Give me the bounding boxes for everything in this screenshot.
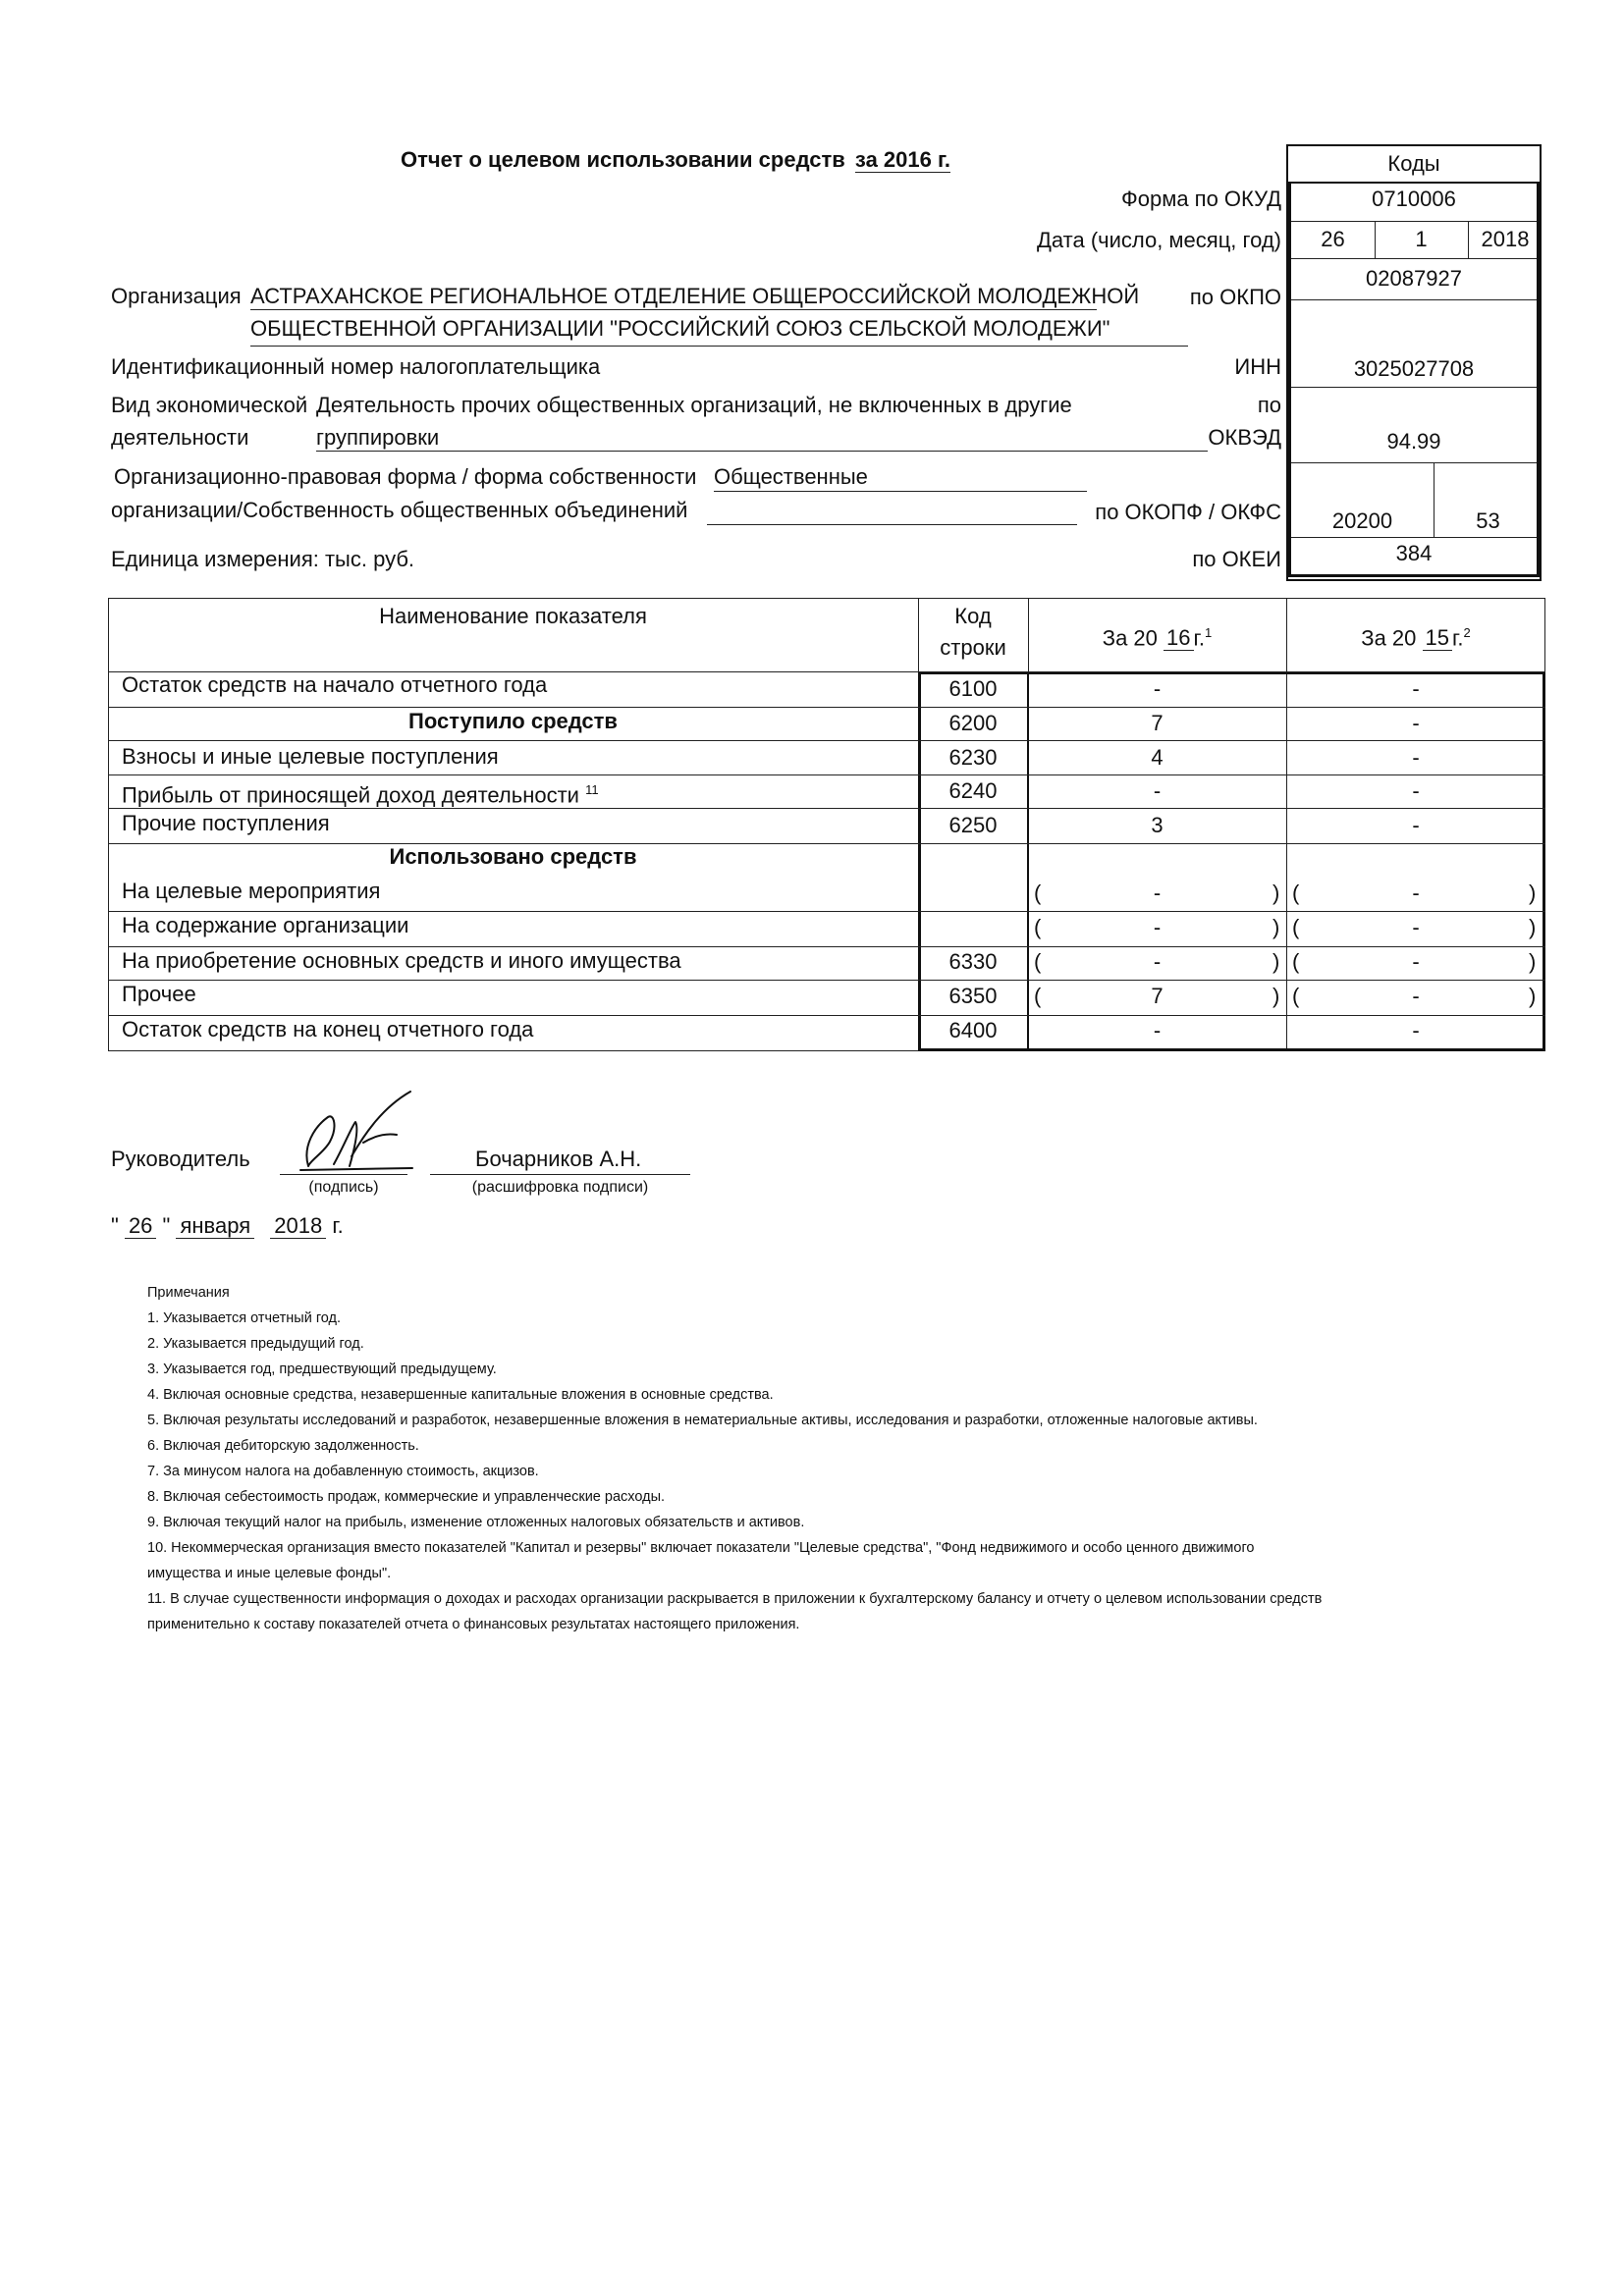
row-code: 6230: [948, 745, 998, 770]
row-line: [108, 740, 1545, 741]
codes-header: Коды: [1288, 146, 1540, 184]
row-code: 6200: [948, 711, 998, 735]
quote-open: ": [111, 1213, 119, 1238]
row-name: Поступило средств: [408, 709, 618, 733]
okved-label-1: по: [1257, 393, 1281, 417]
paren-open: (: [1034, 984, 1042, 1008]
name-line: [430, 1174, 690, 1175]
signer-name: Бочарников А.Н.: [475, 1147, 642, 1171]
sign-date-year: 2018: [270, 1213, 326, 1239]
paren-close: ): [1529, 949, 1537, 974]
header-prev-post: г.: [1452, 625, 1464, 651]
row-code: 6330: [948, 949, 998, 974]
row-previous: -: [1412, 745, 1420, 770]
sign-date: [111, 1213, 344, 1239]
note-item: 5. Включая результаты исследований и разработок, незавершенные вложения в нематериальные активы, исследования и разработки, отложенные налоговые активы.: [147, 1413, 1258, 1428]
note-item: применительно к составу показателей отчета о финансовых результатах настоящего приложения.: [147, 1617, 800, 1632]
okved-value: 94.99: [1386, 429, 1441, 454]
paren-close: ): [1272, 881, 1280, 905]
activity-line2: группировки: [316, 425, 440, 450]
row-previous: -: [1412, 711, 1420, 735]
row-name: Остаток средств на конец отчетного года: [122, 1017, 534, 1041]
row-name: На целевые мероприятия: [122, 879, 381, 903]
sign-date-suffix: г.: [332, 1213, 344, 1238]
notes-block: [147, 1280, 1322, 1637]
header-cur-pre: За 20: [1102, 625, 1158, 651]
header-name: Наименование показателя: [379, 604, 647, 628]
codes-box: [1286, 144, 1542, 581]
signature-image: [295, 1088, 422, 1176]
row-code: 6100: [948, 676, 998, 701]
form-line1: Общественные: [714, 464, 868, 489]
note-item: 4. Включая основные средства, незавершенные капитальные вложения в основные средства.: [147, 1387, 774, 1403]
row-current: 7: [1151, 711, 1164, 735]
row-code: 6240: [948, 778, 998, 803]
row-previous: -: [1412, 813, 1420, 837]
note-item: 9. Включая текущий налог на прибыль, изменение отложенных налоговых обязательств и активов.: [147, 1515, 805, 1530]
name-caption: (расшифровка подписи): [471, 1179, 649, 1196]
okei-label: по ОКЕИ: [1192, 547, 1281, 571]
codes-inner: [1288, 182, 1540, 577]
activity-line1: Деятельность прочих общественных организаций, не включенных в другие: [316, 393, 1072, 417]
paren-open: (: [1034, 915, 1042, 939]
header-cur-year: 16: [1164, 625, 1193, 651]
row-name: На содержание организации: [122, 913, 409, 937]
row-line: [108, 774, 1545, 775]
date-label: Дата (число, месяц, год): [1036, 228, 1281, 252]
note-item: 7. За минусом налога на добавленную стоимость, акцизов.: [147, 1464, 539, 1479]
okpo-label: по ОКПО: [1189, 285, 1281, 309]
quote-close: ": [162, 1213, 171, 1238]
row-current: 7: [1151, 984, 1164, 1008]
okud-label: Форма по ОКУД: [1121, 187, 1281, 211]
note-item: имущества и иные целевые фонды".: [147, 1566, 392, 1581]
row-line: [108, 980, 1545, 981]
codes-divider: [1291, 387, 1537, 388]
note-item: 10. Некоммерческая организация вместо показателей "Капитал и резервы" включает показатели "Целевые средства", "Фонд недвижимого и особо ценного движимого: [147, 1540, 1255, 1556]
date-year: 2018: [1481, 227, 1530, 251]
okopf-label: по ОКОПФ / ОКФС: [1095, 500, 1281, 524]
paren-close: ): [1529, 881, 1537, 905]
row-current: 4: [1151, 745, 1164, 770]
row-previous: -: [1412, 881, 1420, 905]
row-name-sup: 11: [585, 782, 599, 797]
row-code: 6350: [948, 984, 998, 1008]
activity-label-1: Вид экономической: [111, 393, 308, 417]
note-item: 2. Указывается предыдущий год.: [147, 1336, 364, 1352]
org-name-line1: АСТРАХАНСКОЕ РЕГИОНАЛЬНОЕ ОТДЕЛЕНИЕ ОБЩЕРОССИЙСКОЙ МОЛОДЕЖНОЙ: [250, 284, 1140, 308]
header-code-2: строки: [940, 635, 1006, 660]
org-line2-underline: [250, 346, 1188, 347]
header-prev-year: [1286, 620, 1545, 651]
note-item: 3. Указывается год, предшествующий предыдущему.: [147, 1362, 497, 1377]
form-label: Организационно-правовая форма / форма собственности: [114, 464, 697, 489]
row-previous: -: [1412, 915, 1420, 939]
row-name: Взносы и иные целевые поступления: [122, 744, 499, 769]
report-table: [108, 598, 1545, 1051]
note-item: 1. Указывается отчетный год.: [147, 1310, 342, 1326]
row-name: На приобретение основных средств и иного имущества: [122, 948, 681, 973]
row-current: -: [1153, 881, 1162, 905]
form-line2: организации/Собственность общественных объединений: [111, 498, 688, 522]
row-line: [108, 911, 1545, 912]
paren-open: (: [1034, 949, 1042, 974]
row-line: [108, 1015, 1545, 1016]
sign-date-month: января: [176, 1213, 254, 1239]
row-name: Прочие поступления: [122, 811, 330, 835]
okopf-value: 20200: [1331, 508, 1393, 533]
okei-value: 384: [1395, 541, 1433, 565]
row-current: -: [1153, 778, 1162, 803]
row-code: 6250: [948, 813, 998, 837]
row-code: 6400: [948, 1018, 998, 1042]
form-line1-underline: [714, 491, 1087, 492]
header-cur-sup: 1: [1204, 625, 1213, 640]
paren-close: ): [1529, 984, 1537, 1008]
row-current: -: [1153, 1018, 1162, 1042]
sign-date-day: 26: [125, 1213, 156, 1239]
inn-code-label: ИНН: [1234, 354, 1281, 379]
row-line: [108, 946, 1545, 947]
inn-label: Идентификационный номер налогоплательщика: [111, 354, 601, 379]
codes-divider: [1291, 258, 1537, 259]
paren-close: ): [1529, 915, 1537, 939]
org-line1-underline: [250, 309, 1097, 310]
header-prev-pre: За 20: [1361, 625, 1417, 651]
header-cur-post: г.: [1193, 625, 1205, 651]
row-name-text: Прибыль от приносящей доход деятельности: [122, 782, 579, 808]
activity-label-2: деятельности: [111, 425, 249, 450]
paren-close: ): [1272, 915, 1280, 939]
org-name-line2: ОБЩЕСТВЕННОЙ ОРГАНИЗАЦИИ "РОССИЙСКИЙ СОЮЗ СЕЛЬСКОЙ МОЛОДЕЖИ": [250, 316, 1110, 341]
row-name: Использовано средств: [389, 844, 637, 869]
header-prev-sup: 2: [1463, 625, 1471, 640]
okved-label-2: ОКВЭД: [1208, 425, 1281, 450]
row-current: -: [1153, 949, 1162, 974]
row-current: 3: [1151, 813, 1164, 837]
okfs-value: 53: [1476, 508, 1500, 533]
date-month: 1: [1415, 227, 1428, 251]
row-previous: -: [1412, 778, 1420, 803]
paren-close: ): [1272, 984, 1280, 1008]
row-previous: -: [1412, 1018, 1420, 1042]
signer-role: Руководитель: [111, 1147, 250, 1171]
report-title: [401, 147, 950, 173]
okud-value: 0710006: [1372, 187, 1456, 211]
unit-label: Единица измерения: тыс. руб.: [111, 547, 415, 571]
paren-close: ): [1272, 949, 1280, 974]
paren-open: (: [1292, 881, 1300, 905]
row-current: -: [1153, 676, 1162, 701]
notes-heading: Примечания: [147, 1285, 230, 1301]
org-label: Организация: [111, 284, 242, 308]
inn-value: 3025027708: [1353, 356, 1475, 381]
sign-caption: (подпись): [308, 1179, 379, 1196]
report-title-year: за 2016 г.: [854, 147, 951, 172]
header-code-1: Код: [954, 604, 992, 628]
row-previous: -: [1412, 984, 1420, 1008]
paren-open: (: [1034, 881, 1042, 905]
codes-divider: [1291, 462, 1537, 463]
row-name: [122, 777, 599, 808]
codes-divider: [1291, 299, 1537, 300]
row-name: Прочее: [122, 982, 196, 1006]
paren-open: (: [1292, 915, 1300, 939]
note-item: 6. Включая дебиторскую задолженность.: [147, 1438, 419, 1454]
okpo-value: 02087927: [1366, 266, 1462, 291]
date-day: 26: [1321, 227, 1345, 251]
row-name: Остаток средств на начало отчетного года: [122, 672, 548, 697]
row-previous: -: [1412, 949, 1420, 974]
note-item: 11. В случае существенности информация о доходах и расходах организации раскрывается в приложении к бухгалтерскому балансу и отчету о целевом использовании средств: [147, 1591, 1323, 1607]
report-title-text: Отчет о целевом использовании средств: [401, 147, 845, 172]
activity-underline: [316, 451, 1208, 452]
header-prev-year-value: 15: [1423, 625, 1452, 651]
codes-divider: [1291, 537, 1537, 538]
sign-line: [280, 1174, 407, 1175]
row-current: -: [1153, 915, 1162, 939]
note-item: 8. Включая себестоимость продаж, коммерческие и управленческие расходы.: [147, 1489, 666, 1505]
paren-open: (: [1292, 984, 1300, 1008]
row-previous: -: [1412, 676, 1420, 701]
form-line2-underline: [707, 524, 1077, 525]
header-current-year: [1028, 620, 1286, 651]
row-line: [108, 707, 1545, 708]
paren-open: (: [1292, 949, 1300, 974]
